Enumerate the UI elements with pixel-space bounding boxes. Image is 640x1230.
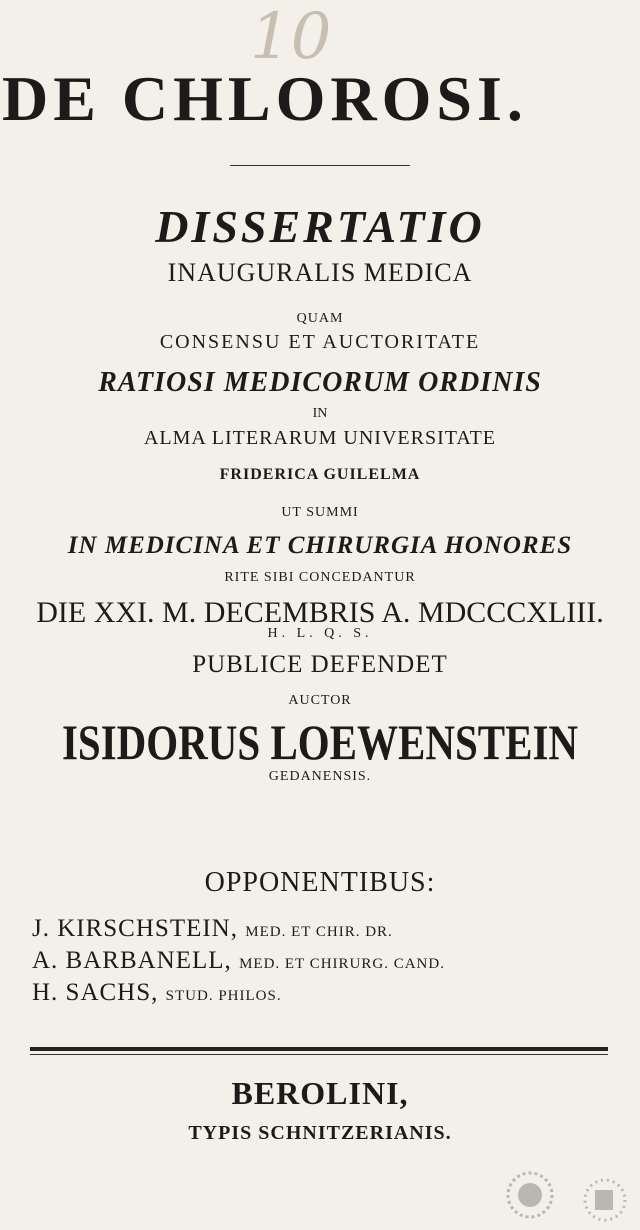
opponent-title: MED. ET CHIRURG. CAND. <box>239 956 445 972</box>
line-quam: QUAM <box>296 311 344 326</box>
opponentibus-heading: OPPONENTIBUS: <box>204 867 436 898</box>
line-gratiosi: RATIOSI MEDICORUM ORDINIS <box>98 367 542 398</box>
line-in: IN <box>312 406 328 421</box>
line-publice: PUBLICE DEFENDET <box>192 651 448 678</box>
opponent-name: H. SACHS, <box>32 979 159 1006</box>
line-hlqs: H. L. Q. S. <box>267 626 373 641</box>
double-rule-thick <box>30 1047 608 1051</box>
title-rule <box>230 165 410 166</box>
opponent-3 <box>32 979 282 1007</box>
opponent-title: MED. ET CHIR. DR. <box>245 924 393 940</box>
line-ut-summi: UT SUMMI <box>281 505 359 520</box>
opponent-title: STUD. PHILOS. <box>165 988 282 1004</box>
line-date: DIE XXI. M. DECEMBRIS A. MDCCCXLIII. <box>36 596 604 629</box>
line-alma: ALMA LITERARUM UNIVERSITATE <box>143 427 497 449</box>
line-inauguralis: INAUGURALIS MEDICA <box>167 258 473 287</box>
line-gedanensis: GEDANENSIS. <box>268 769 372 784</box>
line-rite: RITE SIBI CONCEDANTUR <box>224 570 416 585</box>
opponent-name: J. KIRSCHSTEIN, <box>32 915 238 942</box>
imprint-city: BEROLINI, <box>231 1075 409 1111</box>
line-honores: IN MEDICINA ET CHIRURGIA HONORES <box>67 532 573 559</box>
author-name: ISIDORUS LOEWENSTEIN <box>61 714 579 770</box>
opponent-2 <box>32 947 445 975</box>
line-friderica: FRIDERICA GUILELMA <box>219 466 421 483</box>
library-stamp-icon <box>470 1160 640 1230</box>
opponent-name: A. BARBANELL, <box>32 947 232 974</box>
imprint-printer: TYPIS SCHNITZERIANIS. <box>188 1122 452 1144</box>
main-title: DE CHLOROSI. <box>2 63 528 134</box>
opponent-1 <box>32 915 393 943</box>
handwritten-number: 10 <box>250 0 332 74</box>
ornament-heading: DISSERTATIO <box>155 201 485 252</box>
line-auctor: AUCTOR <box>288 693 352 708</box>
line-consensu: CONSENSU ET AUCTORITATE <box>159 331 481 353</box>
double-rule-thin <box>30 1054 608 1055</box>
